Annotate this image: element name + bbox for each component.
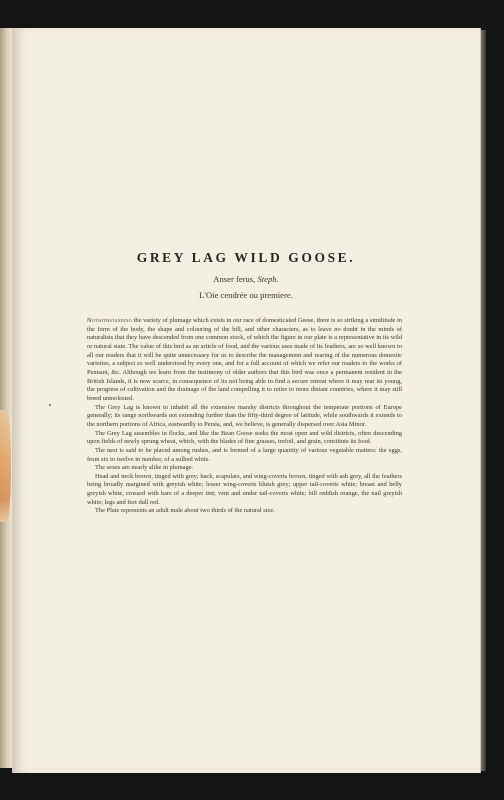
book-page [12, 28, 481, 773]
paragraph-plate: The Plate represents an adult male about two thirds of the natural size. [95, 507, 275, 515]
paragraph-intro [87, 317, 402, 404]
paragraph-range: The Grey Lag is known to inhabit all the extensive marshy districts throughout the temperate portions of Europe generally; its range northwards not extending further than the fifty-third degree of latitude, while southwards it extends to the northern portions of Africa, eastwardly to Persia, and, we believe, is generally dispersed over Asia Minor. [87, 403, 402, 428]
article-body [87, 317, 402, 516]
paragraph-intro-text: the variety of plumage which exists in our race of domesticated Geese, there is so striking a similitude in the form of the body, the shape and colouring of the bill, and other characters, as to leave no doubt in the minds of naturalists that they have descended from one common stock, of which the figure in our plate is a representative in its wild or natural state. The value of this bird as an article of food, and the various uses made of its feathers, are so well known to all our readers that it will be quite unnecessary for us to describe the management and rearing of the numerous domestic varieties, a subject so well understood by every one, and for a full account of which we refer our readers to the works of Pennant, &c. Although we learn from the testimony of older authors that this bird was once a permanent resident in the British Islands, it is now scarce, in consequence of its not being able to find a secure retreat where it may rear its young, the progress of cultivation and the drainage of the land compelling it to retire to more distant countries, where it may still breed unmolested. [87, 317, 402, 402]
latin-name-line [12, 274, 480, 284]
page-ribbon-marker [0, 410, 11, 522]
latin-name: Anser ferus, [213, 274, 256, 284]
paragraph-nest: The nest is said to be placed among rushes, and is formed of a large quantity of various vegetable matters: the eggs, from six to twelve in number, of a sullied white. [87, 446, 402, 463]
ink-speck [49, 404, 51, 406]
latin-author: Steph. [257, 274, 279, 284]
paragraph-description: Head and neck brown, tinged with grey; back, scapulars, and wing-coverts brown, tinged with ash grey, all the feathers being broadly margined with greyish white; lesser wing-coverts bluish grey; upper tail-coverts white; breast and belly greyish white, crossed with bars of a deeper tint; vent and under tail-coverts white; bill reddish orange, the nail greyish white; legs and feet dull red. [87, 472, 402, 506]
paragraph-sexes: The sexes are nearly alike in plumage. [95, 464, 194, 472]
page-title: GREY LAG WILD GOOSE. [136, 250, 356, 265]
paragraph-habits: The Grey Lag assembles in flocks, and like the Bean Goose seeks the most open and wild districts, often descending upon fields of newly sprung wheat, which, with the blades of fine grasses, trefoil, and grain, constitute its food. [87, 429, 402, 446]
french-name: L'Oie cendrée ou premiere. [199, 290, 293, 300]
lead-word: Notwithstanding [87, 317, 133, 324]
book-spine-edge [0, 28, 12, 768]
